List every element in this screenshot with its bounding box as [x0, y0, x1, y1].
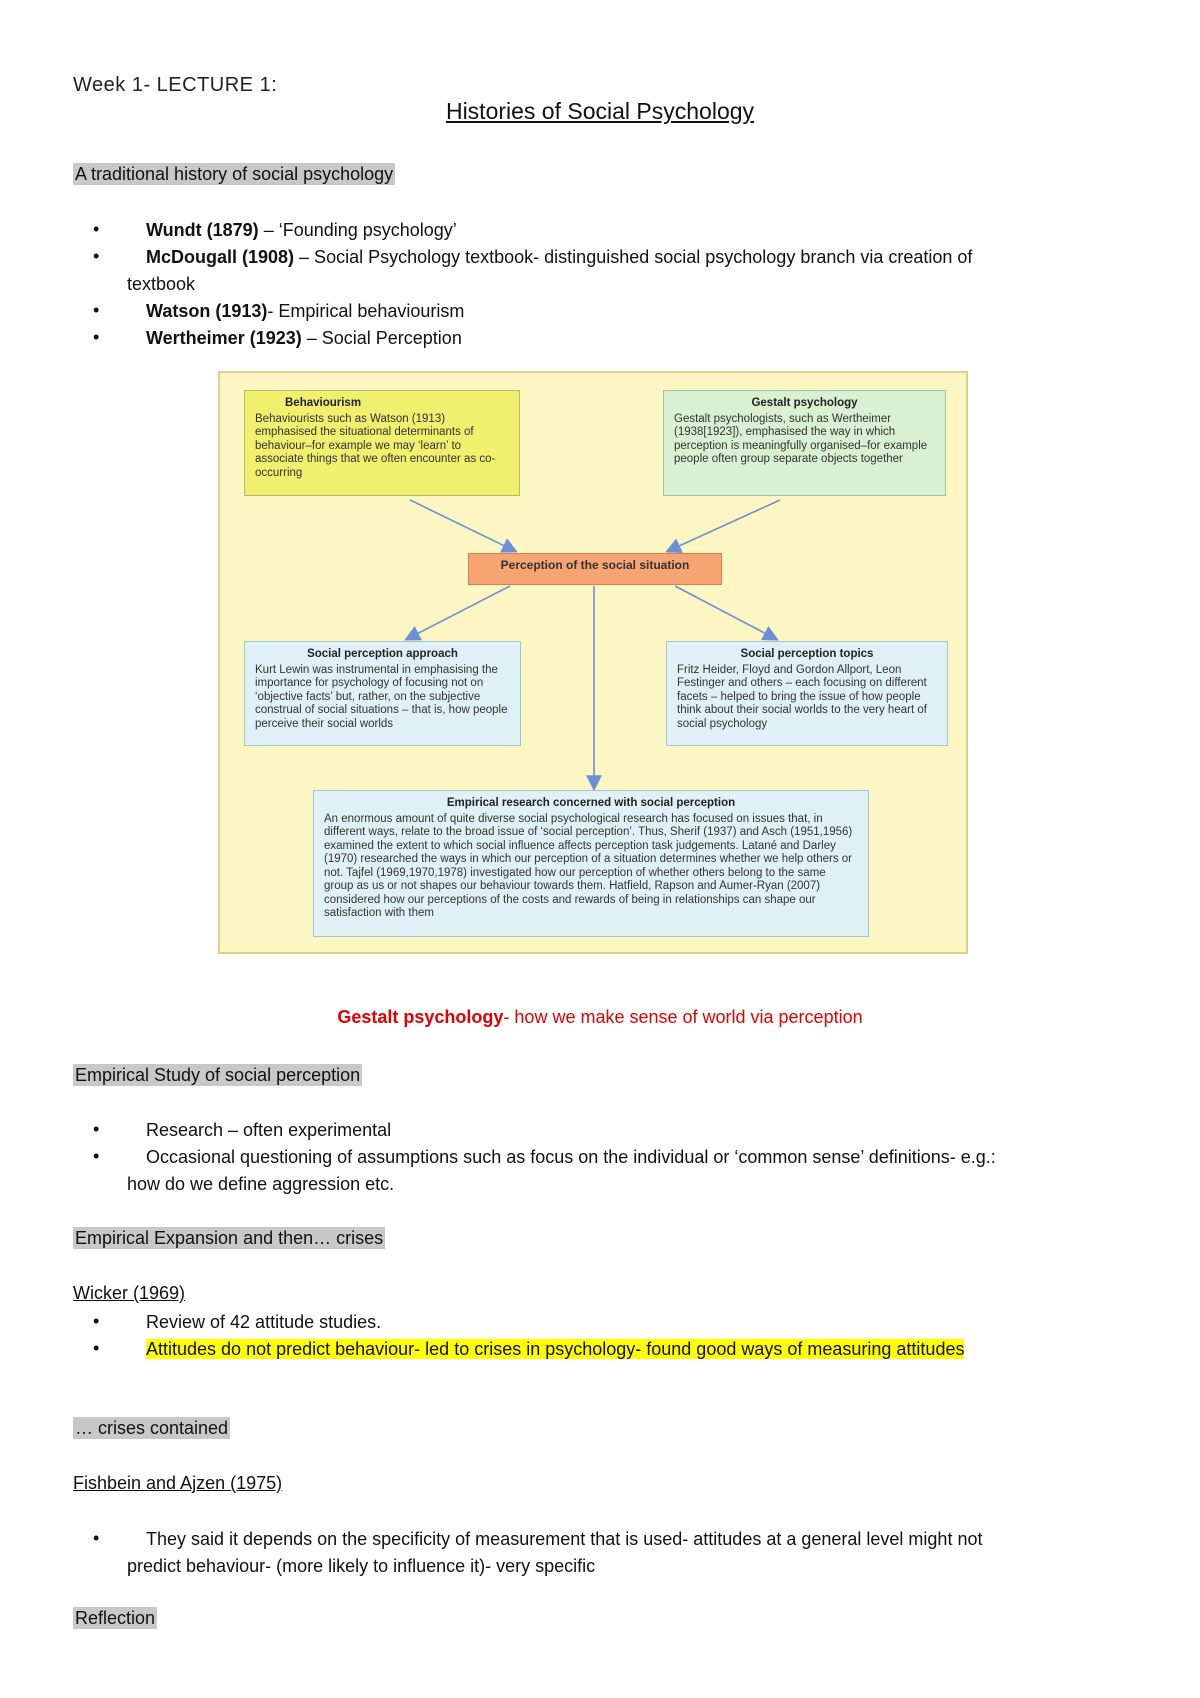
- social-perception-topics-box: Social perception topics Fritz Heider, Floyd and Gordon Allport, Leon Festinger and others – each focusing on different facets – helped to bring the issue of how people think about their social worlds to the very heart of social psychology: [666, 641, 948, 746]
- bullet-icon: •: [93, 300, 100, 320]
- list-item: • Wertheimer (1923) – Social Perception: [73, 325, 1133, 352]
- gestalt-psychology-note: Gestalt psychology- how we make sense of world via perception: [337, 1007, 863, 1027]
- list-item: • Watson (1913)- Empirical behaviourism: [73, 298, 1133, 325]
- list-item: • McDougall (1908) – Social Psychology textbook- distinguished social psychology branch via creation of textbook: [73, 244, 1133, 298]
- bullet-icon: •: [93, 219, 100, 239]
- traditional-history-list: [73, 217, 1133, 352]
- arrow-behaviourism-to-center: [410, 500, 515, 551]
- perception-of-social-situation-box: Perception of the social situation: [468, 553, 722, 585]
- list-item: • Wundt (1879) – ‘Founding psychology’: [73, 217, 1133, 244]
- section-heading-empirical-study: Empirical Study of social perception: [75, 1065, 361, 1085]
- section-heading-empirical-expansion: Empirical Expansion and then… crises: [75, 1228, 384, 1248]
- behaviourism-box: Behaviourism Behaviourists such as Watson (1913) emphasised the situational determinants of behaviour–for example we may ‘learn’ to associate things that we often encounter as co-occurring: [244, 390, 520, 496]
- bullet-icon: •: [93, 327, 100, 347]
- bullet-icon: •: [93, 1146, 100, 1166]
- empirical-research-box: Empirical research concerned with social perception An enormous amount of quite diverse social psychological research has focused on issues that, in different ways, relate to the broad issue of ‘social perception’. Thus, Sherif (1937) and Asch (1951,1956) examined the extent to which social influence affects perception task judgements. Latané and Darley (1970) researched the ways in which our perception of a situation determines whether we help others or not. Tajfel (1969,1970,1978) investigated how our perception of whether others belong to the same group as us or not shapes our behaviour towards them. Hatfield, Rapson and Aumer-Ryan (2007) considered how our perceptions of the costs and rewards of being in relationships can shape our satisfaction with them: [313, 790, 869, 937]
- fishbein-ajzen-list: [73, 1526, 1133, 1580]
- section-heading-crises-contained: … crises contained: [75, 1418, 229, 1438]
- fishbein-ajzen-subheading: Fishbein and Ajzen (1975): [73, 1473, 283, 1493]
- list-item: • Attitudes do not predict behaviour- led to crises in psychology- found good ways of measuring attitudes: [73, 1336, 1133, 1363]
- bullet-icon: •: [93, 1338, 100, 1358]
- gestalt-psychology-box: Gestalt psychology Gestalt psychologists, such as Wertheimer (1938[1923]), emphasised the way in which perception is meaningfully organised–for example people often group separate objects together: [663, 390, 946, 496]
- empirical-study-list: [73, 1117, 1133, 1198]
- arrow-center-to-topics: [675, 586, 776, 639]
- list-item: • They said it depends on the specificity of measurement that is used- attitudes at a general level might not predict behaviour- (more likely to influence it)- very specific: [73, 1526, 1133, 1580]
- social-perception-diagram: [218, 371, 968, 954]
- wicker-list: [73, 1309, 1133, 1363]
- bullet-icon: •: [93, 1311, 100, 1331]
- arrow-gestalt-to-center: [668, 500, 780, 551]
- list-item: • Occasional questioning of assumptions such as focus on the individual or ‘common sense’ definitions- e.g.: how do we define aggression etc.: [73, 1144, 1133, 1198]
- week-label: Week 1- LECTURE 1:: [73, 74, 278, 96]
- section-heading-traditional-history: A traditional history of social psychology: [75, 164, 394, 184]
- bullet-icon: •: [93, 1119, 100, 1139]
- page-title: Histories of Social Psychology: [445, 98, 755, 124]
- arrow-center-to-approach: [407, 586, 510, 639]
- section-heading-reflection: Reflection: [75, 1608, 156, 1628]
- list-item: • Research – often experimental: [73, 1117, 1133, 1144]
- wicker-subheading: Wicker (1969): [73, 1283, 186, 1303]
- bullet-icon: •: [93, 1528, 100, 1548]
- social-perception-approach-box: Social perception approach Kurt Lewin was instrumental in emphasising the importance for psychology of focusing not on ‘objective facts’ but, rather, on the subjective construal of social situations – that is, how people perceive their social worlds: [244, 641, 521, 746]
- list-item: • Review of 42 attitude studies.: [73, 1309, 1133, 1336]
- bullet-icon: •: [93, 246, 100, 266]
